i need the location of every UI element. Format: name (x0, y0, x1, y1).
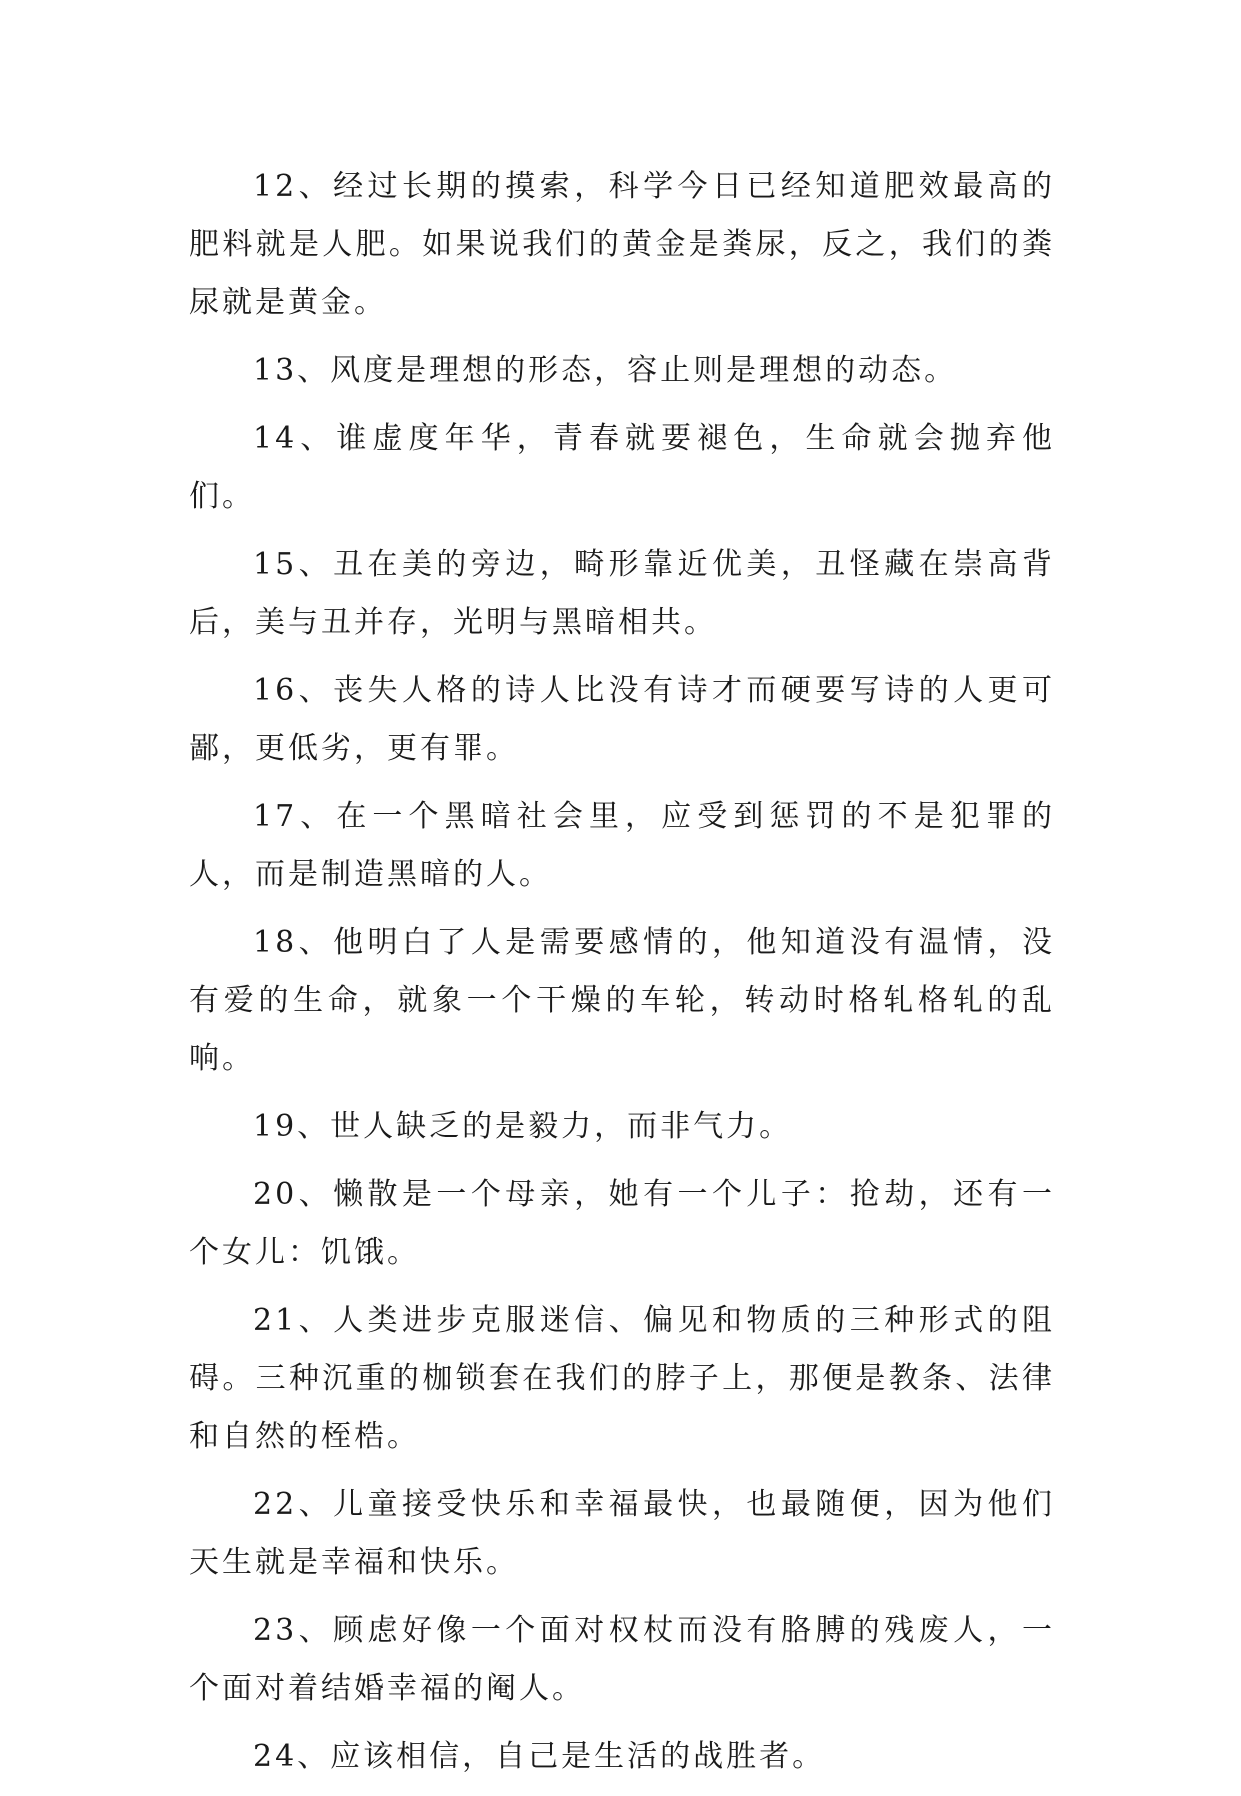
paragraph-23: 23、顾虑好像一个面对权杖而没有胳膊的残废人，一个面对着结婚幸福的阉人。 (189, 1613, 1055, 1706)
document-body (189, 158, 1055, 1796)
paragraph-20: 20、懒散是一个母亲，她有一个儿子：抢劫，还有一个女儿：饥饿。 (189, 1177, 1055, 1270)
paragraph-18: 18、他明白了人是需要感情的，他知道没有温情，没有爱的生命，就象一个干燥的车轮，转动时格轧格轧的乱响。 (189, 925, 1055, 1076)
paragraph-19: 19、世人缺乏的是毅力，而非气力。 (253, 1109, 793, 1144)
paragraph-16: 16、丧失人格的诗人比没有诗才而硬要写诗的人更可鄙，更低劣，更有罪。 (189, 673, 1055, 766)
paragraph-21: 21、人类进步克服迷信、偏见和物质的三种形式的阻碍。三种沉重的枷锁套在我们的脖子上，那便是教条、法律和自然的桎梏。 (189, 1303, 1055, 1454)
paragraph-14: 14、谁虚度年华，青春就要褪色，生命就会抛弃他们。 (189, 421, 1055, 514)
paragraph-22: 22、儿童接受快乐和幸福最快，也最随便，因为他们天生就是幸福和快乐。 (189, 1487, 1055, 1580)
paragraph-15: 15、丑在美的旁边，畸形靠近优美，丑怪藏在崇高背后，美与丑并存，光明与黑暗相共。 (189, 547, 1055, 640)
paragraph-17: 17、在一个黑暗社会里，应受到惩罚的不是犯罪的人，而是制造黑暗的人。 (189, 799, 1055, 892)
paragraph-24: 24、应该相信，自己是生活的战胜者。 (253, 1739, 826, 1774)
paragraph-12: 12、经过长期的摸索，科学今日已经知道肥效最高的肥料就是人肥。如果说我们的黄金是粪尿，反之，我们的粪尿就是黄金。 (189, 169, 1055, 320)
paragraph-13: 13、风度是理想的形态，容止则是理想的动态。 (253, 353, 958, 388)
